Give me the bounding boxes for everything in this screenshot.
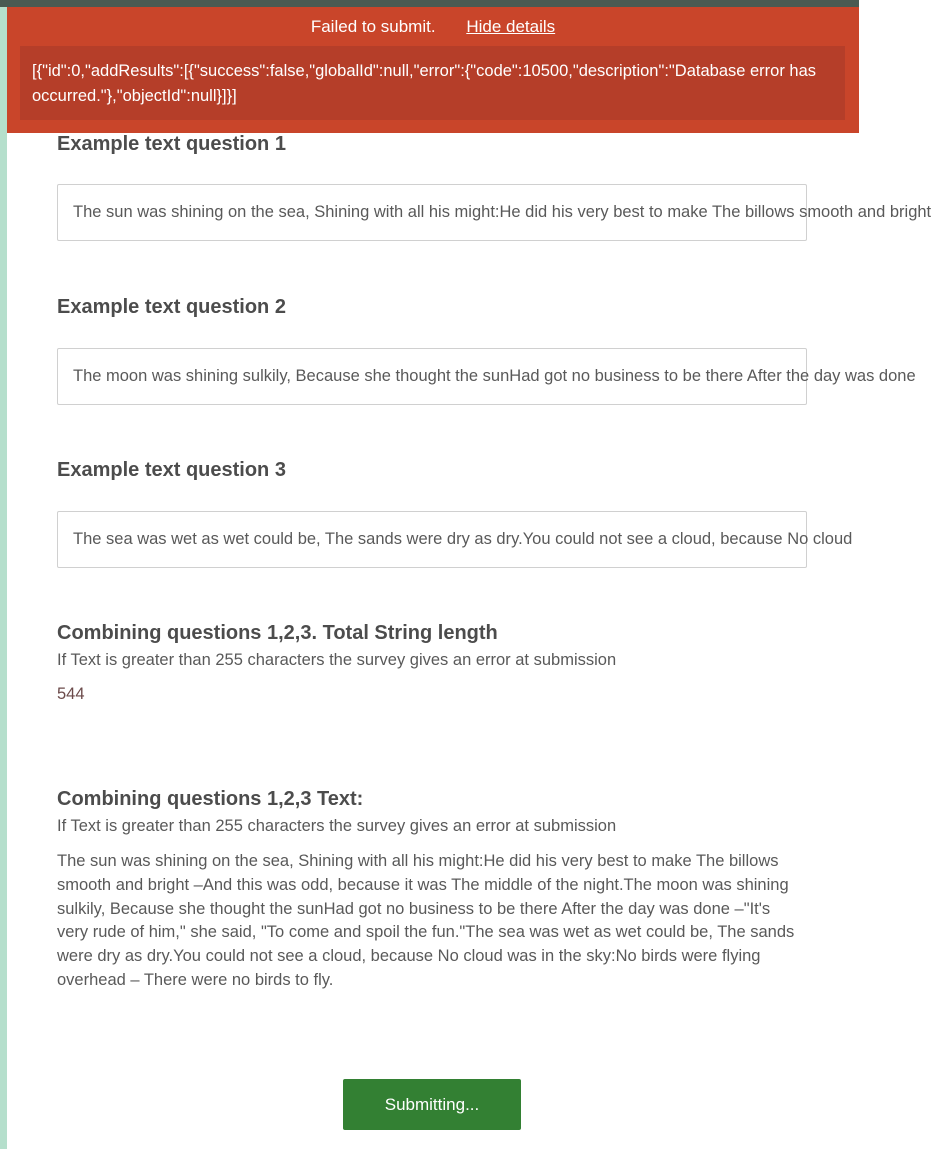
question-3 (57, 459, 807, 482)
question-2-input[interactable]: The moon was shining sulkily, Because she thought the sunHad got no business to be there After the day was done (57, 348, 807, 405)
question-2 (57, 296, 807, 319)
top-bar (0, 0, 859, 7)
question-1 (57, 133, 807, 156)
question-label: Example text question 3 (57, 459, 286, 481)
combined-text-value: The sun was shining on the sea, Shining with all his might:He did his very best to make The billows smooth and bright –And this was odd, because it was The middle of the night.The moon was shining sulkily, Because she thought the sunHad got no business to be there After the day was done –"It's very rude of him," she said, "To come and spoil the fun."The sea was wet as wet could be, The sands were dry as dry.You could not see a cloud, because No cloud was in the sky:No birds were flying overhead – There were no birds to fly. (57, 852, 795, 989)
hide-details-link[interactable]: Hide details (466, 17, 556, 36)
question-hint: If Text is greater than 255 characters the survey gives an error at submission (57, 817, 617, 835)
question-hint: If Text is greater than 255 characters the survey gives an error at submission (57, 651, 617, 669)
question-label: Combining questions 1,2,3 Text: (57, 788, 364, 810)
error-banner (7, 7, 859, 133)
text-question (57, 788, 807, 993)
length-value: 544 (57, 685, 85, 703)
question-label: Combining questions 1,2,3. Total String length (57, 622, 498, 644)
submit-button[interactable]: Submitting... (343, 1079, 521, 1130)
error-details: [{"id":0,"addResults":[{"success":false,"globalId":null,"error":{"code":10500,"description":"Database error has occurred."},"objectId":null}]}] (20, 46, 845, 120)
left-strip (0, 7, 7, 1149)
error-message: Failed to submit. (310, 17, 436, 36)
length-question (57, 622, 807, 704)
question-label: Example text question 1 (57, 133, 286, 155)
question-1-input[interactable]: The sun was shining on the sea, Shining with all his might:He did his very best to make The billows smooth and bright (57, 184, 807, 241)
question-label: Example text question 2 (57, 296, 286, 318)
question-3-input[interactable]: The sea was wet as wet could be, The sands were dry as dry.You could not see a cloud, because No cloud (57, 511, 807, 568)
